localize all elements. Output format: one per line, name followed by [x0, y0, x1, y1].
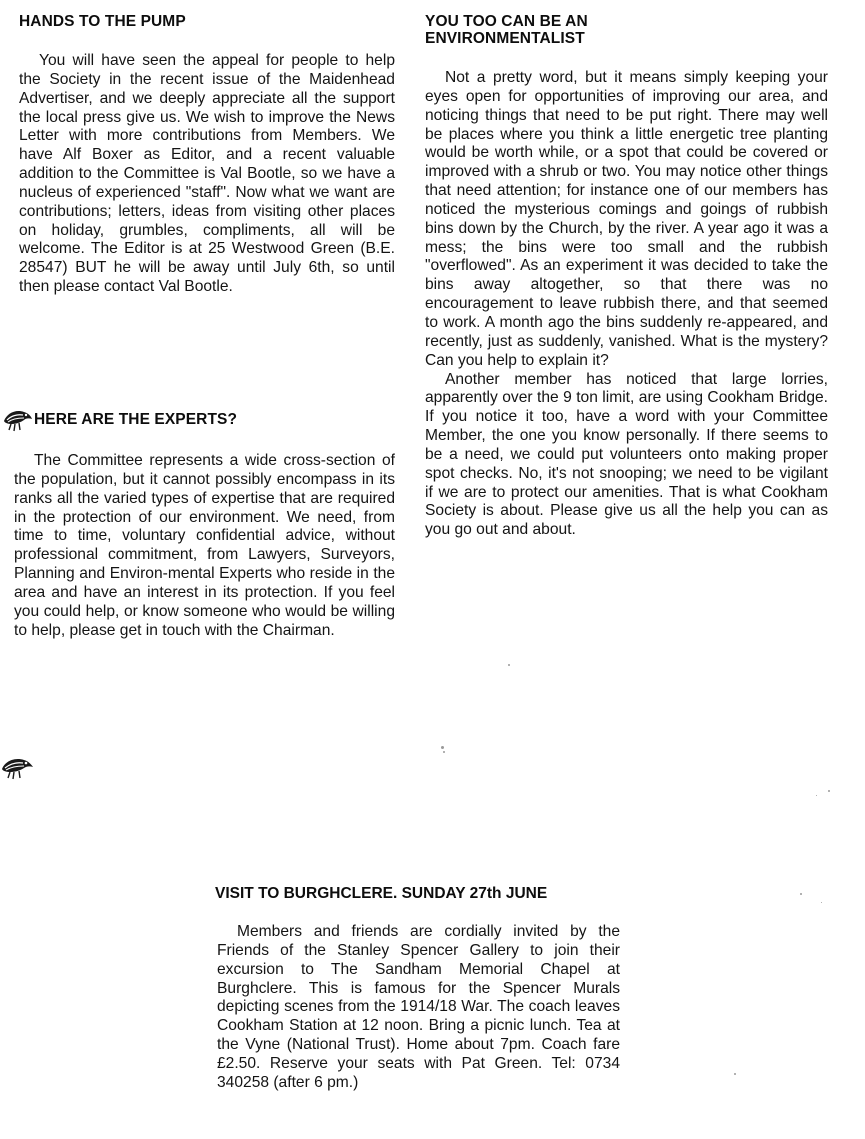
article-environmentalist	[425, 13, 828, 540]
article-heading-row	[2, 405, 395, 433]
article-body-paragraph-1: Not a pretty word, but it means simply keeping your eyes open for opportunities of improving our area, and noticing things that need to be put right. There may well be places where you think a little energetic tree planting would be worth while, or a spot that could be covered or improved with a shrub or two. You may notice other things that need attention; for instance one of our members has noticed the mysterious comings and goings of rubbish bins down by the Church, by the river. A year ago it was a mess; the bins were too small and the rubbish "overflowed". As an experiment it was decided to take the bins away altogether, so that there was no encouragement to leave rubbish there, and that seemed to work. A month ago the bins suddenly re-appeared, and recently, just as suddenly, vanished. What is the mystery? Can you help to explain it?	[425, 69, 828, 369]
scan-speck	[821, 902, 822, 903]
article-heading-line-1: YOU TOO CAN BE AN	[425, 13, 588, 30]
scan-speck	[800, 893, 802, 895]
article-body: Members and friends are cordially invited by the Friends of the Stanley Spencer Gallery to join their excursion to The Sandham Memorial Chapel at Burghclere. This is famous for the Spencer Murals depicting scenes from the 1914/18 War. The coach leaves Cookham Station at 12 noon. Bring a picnic lunch. Tea at the Vyne (National Trust). Home about 7pm. Coach fare £2.50. Reserve your seats with Pat Green. Tel: 0734 340258 (after 6 pm.)	[217, 923, 620, 1091]
bird-ornament-icon	[2, 405, 34, 433]
article-heading	[425, 13, 828, 47]
article-heading: HERE ARE THE EXPERTS?	[34, 410, 238, 428]
bird-ornament-icon	[0, 752, 36, 782]
article-hands-to-the-pump	[19, 13, 395, 297]
scan-speck	[508, 664, 510, 666]
scan-speck	[828, 790, 830, 792]
article-body: The Committee represents a wide cross-section of the population, but it cannot possibly encompass in its ranks all the varied types of expertise that are required in the protection of our environment. We need, from time to time, voluntary confidential advice, without professional commitment, from Lawyers, Surveyors, Planning and Environ-mental Experts who reside in the area and have an interest in its protection. If you feel you could help, or know someone who would be willing to help, please get in touch with the Chairman.	[14, 452, 395, 639]
article-heading: HANDS TO THE PUMP	[19, 13, 186, 30]
scan-speck	[816, 795, 817, 796]
scan-speck	[441, 746, 444, 749]
article-experts	[2, 405, 395, 640]
article-burghclere	[215, 885, 620, 1093]
article-body: You will have seen the appeal for people to help the Society in the recent issue of the Maidenhead Advertiser, and we deeply appreciate all the support the local press give us. We wish to improve the News Letter with more contributions from Members. We have Alf Boxer as Editor, and a recent valuable addition to the Committee is Val Bootle, so we have a nucleus of experienced "staff". Now what we want are contributions; letters, ideas from visiting other places on holiday, grumbles, compliments, all will be welcome. The Editor is at 25 Westwood Green (B.E. 28547) BUT he will be away until July 6th, so until then please contact Val Bootle.	[19, 52, 395, 296]
article-heading-line-2: ENVIRONMENTALIST	[425, 30, 585, 47]
scan-speck	[443, 751, 445, 753]
scan-speck	[734, 1073, 736, 1075]
article-heading: VISIT TO BURGHCLERE. SUNDAY 27th JUNE	[215, 885, 548, 902]
article-body-paragraph-2: Another member has noticed that large lorries, apparently over the 9 ton limit, are using Cookham Bridge. If you notice it too, have a word with your Committee Member, the one you know personally. If there seems to be a need, we could put volunteers onto making proper spot checks. No, it's not snooping; we need to be vigilant if we are to protect our amenities. That is what Cookham Society is about. Please give us all the help you can as you go out and about.	[425, 370, 828, 539]
